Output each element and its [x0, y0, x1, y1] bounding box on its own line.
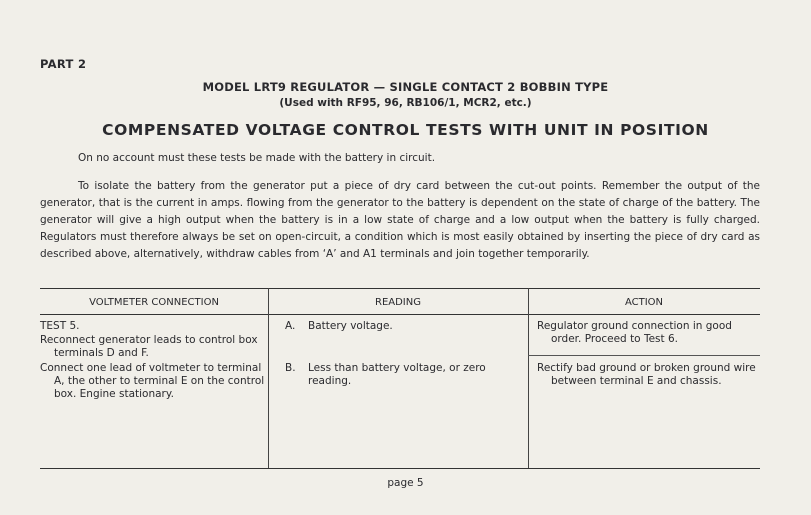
header-reading: READING: [375, 297, 421, 308]
test-number: TEST 5.: [40, 320, 80, 332]
connection-step-2: Connect one lead of voltmeter to terminal A, the other to terminal E on the control box. Engine stationary.: [40, 362, 265, 400]
connection-step-1: Reconnect generator leads to control box terminals D and F.: [40, 334, 258, 359]
regulator-subtitle: (Used with RF95, 96, RB106/1, MCR2, etc.): [279, 97, 532, 109]
table-bottom-rule: [40, 468, 760, 469]
reading-a-letter: A.: [285, 320, 296, 332]
action-b: Rectify bad ground or broken ground wire between terminal E and chassis.: [537, 362, 756, 387]
regulator-title: MODEL LRT9 REGULATOR — SINGLE CONTACT 2 BOBBIN TYPE: [202, 80, 609, 94]
reading-a-text: Battery voltage.: [308, 320, 393, 332]
header-voltmeter-connection: VOLTMETER CONNECTION: [89, 297, 219, 308]
part-label: PART 2: [40, 57, 87, 71]
section-heading: COMPENSATED VOLTAGE CONTROL TESTS WITH UNIT IN POSITION: [102, 121, 709, 139]
column-divider: [528, 288, 529, 468]
reading-b-letter: B.: [285, 362, 296, 374]
action-a: Regulator ground connection in good order. Proceed to Test 6.: [537, 320, 732, 345]
header-action: ACTION: [624, 297, 664, 308]
instruction-paragraph: To isolate the battery from the generator put a piece of dry card between the cut-out points. Remember the output of the generator, that is the current in amps. flowing from the generator to the battery is dependent on the state of charge of the battery. The generator will give a high output when the battery is in a low state of charge and a low output when the battery is fully charged. Regulators must therefore always be set on open-circuit, a condition which is most easily obtained by inserting the piece of dry card as described above, alternatively, withdraw cables from ‘A’ and A1 terminals and join together temporarily.: [40, 180, 760, 260]
table-header-rule: [40, 314, 760, 315]
warning-text: On no account must these tests be made with the battery in circuit.: [78, 152, 436, 164]
action-row-divider: [528, 355, 760, 356]
page-number: page 5: [387, 477, 424, 489]
table-top-rule: [40, 288, 760, 289]
reading-b-text: Less than battery voltage, or zero reading.: [308, 362, 486, 387]
